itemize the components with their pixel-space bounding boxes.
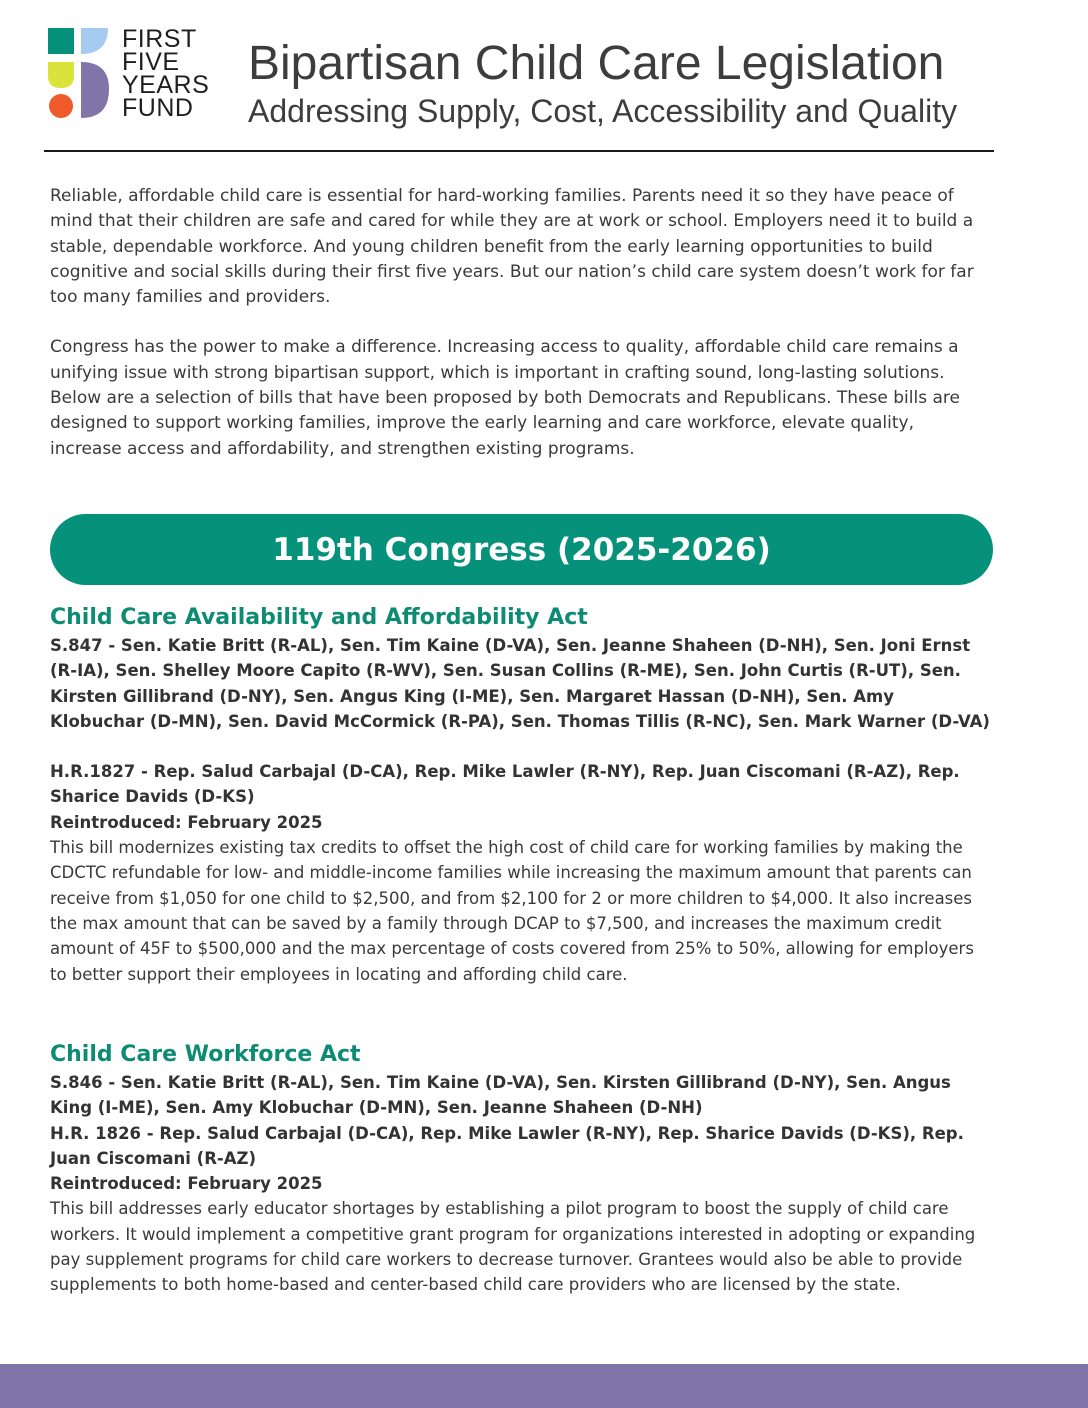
logo-line: FUND	[122, 94, 194, 122]
logo-line: FIVE	[122, 48, 180, 76]
footer-bar	[0, 1364, 1088, 1408]
bill-section	[50, 1041, 990, 1298]
logo-line: FIRST	[122, 25, 197, 53]
bill-status: Reintroduced: February 2025	[50, 1174, 323, 1194]
page-title: Bipartisan Child Care Legislation	[248, 37, 945, 90]
intro-paragraph: Congress has the power to make a difference. Increasing access to quality, affordable child care remains a unifying issue with strong bipartisan support, which is important in crafting sound, long-lasting solutions. Below are a selection of bills that have been proposed by both Democrats and Republicans. These bills are designed to support working families, improve the early learning and care workforce, elevate quality, increase access and affordability, and strengthen existing programs.	[50, 337, 960, 459]
senate-sponsors: S.847 - Sen. Katie Britt (R-AL), Sen. Tim Kaine (D-VA), Sen. Jeanne Shaheen (D-NH), Sen. Joni Ernst (R-IA), Sen. Shelley Moore Capito (R-WV), Sen. Susan Collins (R-ME), Sen. John Curtis (R-UT), Sen. Kirsten Gillibrand (D-NY), Sen. Angus King (I-ME), Sen. Margaret Hassan (D-NH), Sen. Amy Klobuchar (D-MN), Sen. David McCormick (R-PA), Sen. Thomas Tillis (R-NC), Sen. Mark Warner (D-VA)	[50, 636, 990, 731]
bill-description: This bill modernizes existing tax credits to offset the high cost of child care for working families by making the CDCTC refundable for low- and middle-income families while increasing the maximum amount that parents can receive from $1,050 for one child to $2,500, and from $2,100 for 2 or more children to $4,000. It also increases the max amount that can be saved by a family through DCAP to $7,500, and increases the maximum credit amount of 45F to $500,000 and the max percentage of costs covered from 25% to 50%, allowing for employers to better support their employees in locating and affording child care.	[50, 838, 974, 984]
bill-title: Child Care Workforce Act	[50, 1042, 361, 1067]
intro-section	[50, 184, 990, 487]
bill-section	[50, 604, 990, 987]
congress-banner-label: 119th Congress (2025-2026)	[272, 531, 771, 568]
senate-sponsors: S.846 - Sen. Katie Britt (R-AL), Sen. Tim Kaine (D-VA), Sen. Kirsten Gillibrand (D-NY), Sen. Angus King (I-ME), Sen. Amy Klobuchar (D-MN), Sen. Jeanne Shaheen (D-NH)	[50, 1073, 951, 1118]
house-sponsors: H.R. 1826 - Rep. Salud Carbajal (D-CA), Rep. Mike Lawler (R-NY), Rep. Sharice Davids (D-KS), Rep. Juan Ciscomani (R-AZ)	[50, 1123, 964, 1168]
bill-description: This bill addresses early educator shortages by establishing a pilot program to boost the supply of child care workers. It would implement a competitive grant program for organizations interested in adopting or expanding pay supplement programs for child care workers to decrease turnover. Grantees would also be able to provide supplements to both home-based and center-based child care providers who are licensed by the state.	[50, 1199, 976, 1295]
logo-mark-icon	[48, 28, 110, 120]
spacer	[50, 734, 990, 759]
logo-line: YEARS	[122, 71, 210, 99]
header-divider	[44, 150, 994, 152]
intro-paragraph: Reliable, affordable child care is essential for hard-working families. Parents need it so they have peace of mind that their children are safe and cared for while they are at work or school. Employers need it to build a stable, dependable workforce. And young children benefit from the early learning opportunities to build cognitive and social skills during their first five years. But our nation’s child care system doesn’t work for far too many families and providers.	[50, 186, 974, 308]
first-five-years-fund-logo	[48, 25, 218, 122]
congress-banner	[50, 514, 993, 585]
bill-title: Child Care Availability and Affordability Act	[50, 605, 588, 630]
page-subtitle: Addressing Supply, Cost, Accessibility and Quality	[248, 93, 958, 129]
logo-wordmark	[122, 25, 210, 122]
house-sponsors: H.R.1827 - Rep. Salud Carbajal (D-CA), Rep. Mike Lawler (R-NY), Rep. Juan Ciscomani (R-AZ), Rep. Sharice Davids (D-KS)	[50, 762, 960, 807]
bill-status: Reintroduced: February 2025	[50, 812, 323, 832]
